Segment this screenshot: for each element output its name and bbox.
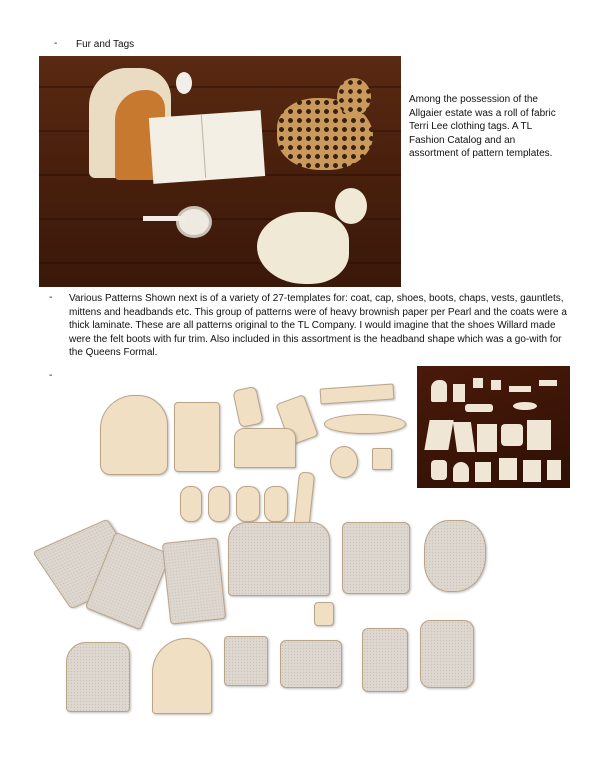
pattern-piece — [342, 522, 410, 594]
pattern-piece — [280, 640, 342, 688]
photo-caption: Among the possession of the Allgaier estate was a roll of fabric Terri Lee clothing tags. A TL Fashion Catalog and an assortment of pattern templates. — [409, 94, 556, 159]
pattern-piece — [330, 446, 358, 478]
pattern-piece — [162, 537, 226, 624]
pattern-piece — [420, 620, 474, 688]
section-heading: Fur and Tags — [76, 39, 135, 50]
pattern-piece — [208, 486, 230, 522]
bullet-dash: - — [54, 38, 58, 49]
white-fur-item — [257, 212, 349, 284]
bullet-dash: - — [49, 370, 53, 381]
pattern-piece — [314, 602, 334, 626]
pattern-piece — [174, 402, 220, 472]
patterns-paragraph: Various Patterns Shown next is of a variety of 27-templates for: coat, cap, shoes, boots, chaps, vests, gauntlets, mittens and headbands etc. This group of patterns were of heavy brownish paper per Pearl and the coats were a thick laminate. These are all patterns original to the TL Company. I would imagine that the shoes Willard made were the felt boots with fur trim. Also included in this assortment is the headband shape which was a go-with for the Queens Formal. — [69, 293, 567, 358]
pattern-piece — [234, 428, 296, 468]
tag-roll-item — [176, 206, 212, 238]
fashion-catalog-item — [149, 110, 265, 184]
pattern-templates-thumbnail — [417, 366, 570, 488]
pattern-piece — [224, 636, 268, 686]
pattern-piece — [324, 414, 406, 434]
pattern-piece — [372, 448, 392, 470]
pattern-piece — [152, 638, 212, 714]
pattern-piece — [236, 486, 260, 522]
pattern-piece — [424, 520, 486, 592]
pattern-piece — [100, 395, 168, 475]
fur-and-tags-photo — [39, 56, 401, 287]
tag-item — [176, 72, 192, 94]
pattern-piece — [66, 642, 130, 712]
pattern-piece — [362, 628, 408, 692]
bullet-dash: - — [49, 292, 53, 303]
pattern-piece — [228, 522, 330, 596]
pattern-piece — [320, 383, 395, 404]
pattern-piece — [264, 486, 288, 522]
pattern-piece — [232, 386, 263, 428]
pattern-piece — [180, 486, 202, 522]
